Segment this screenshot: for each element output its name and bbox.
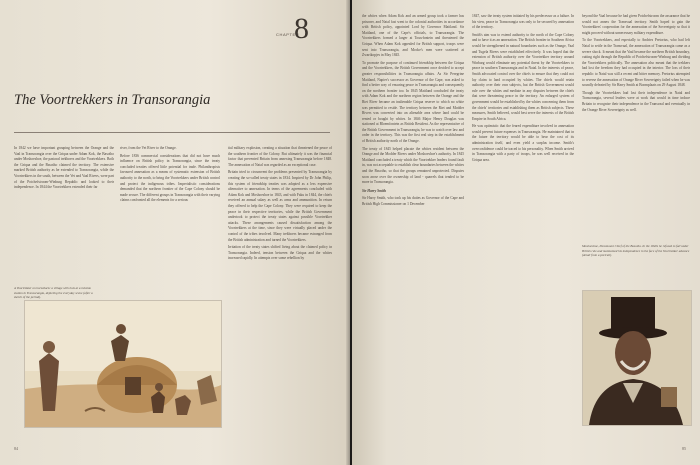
right-column-1 bbox=[362, 14, 464, 444]
voortrekker-village-illustration bbox=[24, 300, 222, 428]
body-paragraph: tial military explosion, creating a situation that threatened the peace of the southern frontier of the Colony. But ultimately it was the financial factor that prevented Britain from annexing Transorangia before 1848. The annexation of Natal was regarded as an exceptional case. bbox=[228, 146, 332, 167]
chapter-title: The Voortrekkers in Transorangia bbox=[14, 92, 211, 108]
body-paragraph: Sir Harry Smith, who took up his duties as Governor of the Cape and British High Commissioner on 1 December bbox=[362, 196, 464, 206]
moshoeshoe-portrait bbox=[582, 290, 692, 426]
portrait-caption: Moshoeshoe, Paramount Chief of the Basotho. In the 1840s he refused to fall under British rule and maintained his independence in the face of the Voortrekker advance (detail from a portrait). bbox=[582, 244, 690, 258]
right-page bbox=[352, 0, 700, 465]
chapter-number: 8 bbox=[294, 12, 309, 45]
chapter-label: CHAPTER bbox=[276, 32, 300, 37]
body-paragraph: To promote the purpose of continued friendship between the Griqua and the Voortrekkers, the British Government once decided to accept greater responsibilities in Transorangia affairs. As Sir Peregrine Maitland, Napier's successor as Governor of the Cape, was asked to find a better way of ensuring peace in Transorangia and consequently on the northern frontier too. In 1845 Maitland concluded the treaty with Adam Kok and the northern region between the Orange and the Riet River became an inalienable Griqua reserve to which no white was permitted to reside. The territory between the Riet and Modder Rivers was converted into an alienable area where land could be rented or bought by whites. In 1846 Major Henry Douglas was stationed at Bloemfontein as British Resident. As the representative of the British Government in Transorangia, he was to watch over law and order in the territory. This was the first real step in the establishment of British authority north of the Orange. bbox=[362, 60, 464, 144]
body-paragraph: Smith's aim was to extend authority to the north of the Cape Colony and to have it as an annexation. The British frontier in Southern Africa would be strengthened in natural boundaries such as the Orange, Vaal and Tugela Rivers were established effectively. It was hoped that the extension of British authority over the Voortrekker territory around Winburg would eliminate any potential threat by the Voortrekkers to peace in southern Transorangia and in Natal. In the interests of peace, Smith advocated control over the chiefs to ensure that they could not lay claim to land occupied by whites. The chiefs would retain authority over their own subjects, but the British Government would rule over the whites and mediate in any disputes between the chiefs that were threatening peace in the territory. An enlarged system of government would be established by the whites concerning them from the chiefs' territories and establishing them as British subjects. These measures, Smith believed, would best serve the interests of the British Empire in South Africa. bbox=[472, 32, 574, 121]
body-paragraph: Before 1836 commercial considerations that did not have much influence on British policy in Transorangia, since the treaty concluded treaties offered little potential for trade. Philanthropists favoured annexation as a means of systematic extension of British authority to the north, to bring the Voortrekkers under British control and protect the indigenous tribes. Imperialistic considerations demanded that the northern frontier of the Cape Colony should be made secure. The different groups in Transorangia with their varying claims confronted all the elements for a serious bbox=[120, 153, 220, 203]
illustration-caption: A Voortrekker on horseback: a village with huts at a mission station in Transorangia, depicting the everyday scene (after a sketch of the period). bbox=[14, 286, 93, 300]
body-paragraph: In 1842 we have important grouping between the Orange and the Vaal in Transorangia over the Griqua under Adam Kok, the Basotho under Moshoeshoe, the pastoral trekboers and the Voortrekkers. Both the Griqua and the Basotho claimed the territory. The extensive marked British authority as he extended to Transorangia, while the Voortrekkers in the south, between the Vet and Vaal Rivers, were part of the Potchefstroom-Winburg Republic and looked to their independence. In 1844 the Voortrekkers extended their far bbox=[14, 146, 114, 190]
left-column-2 bbox=[120, 146, 220, 284]
section-heading: Sir Harry Smith bbox=[362, 188, 386, 193]
title-divider bbox=[14, 132, 330, 133]
body-paragraph: He was optimistic that the feared expenditure involved in annexation would prevent future expenses in Transorangia. He maintained that in the future the territory would be able to bear the cost of its administration itself, and even yield a surplus income. Smith's overconfidence could be traced to his personality. When Smith arrived in Transorangia with a party of troops, he was well received in the Griqua area. bbox=[472, 124, 574, 162]
body-paragraph: the whites when Adam Kok and an armed group took a farmer has prisoner, and Natal fast went to the colonial authorities in accordance with British policy, appointed Lord by Governor Maitland. Sir Maitland, one of the Cape's officials, to Transorangia. The Voortrekkers formed a larger at Touwfontein and threatened the Griqua. When Adam Kok appealed for British support, troops were sent into Transorangia, and Mocke's men were scattered at Zwartkopjes in May 1845. bbox=[362, 14, 464, 58]
right-column-2 bbox=[472, 14, 574, 444]
body-paragraph: To the Voortrekkers, and especially to Andries Pretorius, who had left Natal to settle in the Transvaal, the annexation of Transorangia came as a severe shock. It meant that the Vaal became the northern British boundary, cutting right through the Republic of Potchefstroom-Winburg and dividing the Voortrekkers politically. The annexation also meant that the trekkers had lost the freedom they had occupied in the interior. The loss of their republic to Natal was still a recent and bitter memory. Pretorius attempted to reverse the annexation of Orange River Sovereignty failed when he was soundly defeated by Sir Harry Smith at Boomplaats on 29 August 1848. bbox=[582, 38, 690, 88]
right-column-3 bbox=[582, 14, 690, 242]
body-paragraph: The treaty of 1845 helped placate the whites resident between the Orange and the Modder Rivers under Moshoeshoe's authority. In 1845 Maitland concluded a treaty which the Voortrekker leaders found fault in, was not acceptable to establish clear boundaries between the whites and the Basotho, so that the groups remained unprotected. Disputes soon arose over the ownership of land - quarrels that tended to be more in Transorangia. bbox=[362, 146, 464, 185]
body-paragraph: Though the Voortrekkers had lost their independence in Natal and Transorangia, several leaders were at work that would in time induce Britain to recognise their independence in the Transvaal and eventually in the Orange River Sovereignty as well. bbox=[582, 90, 690, 112]
left-column-3 bbox=[228, 146, 332, 436]
page-number-left: 84 bbox=[14, 446, 18, 451]
body-paragraph: river, from the Vet River to the Orange. bbox=[120, 146, 177, 150]
body-paragraph: Britain tried to circumvent the problems presented by Transorangia by creating the so-called treaty states in 1834. Inspired by Dr John Philip, this system of friendship treaties was adopted as a less expensive alternative to annexation. In terms of the agreements concluded with Adam Kok and Moshoeshoe in 1843, and with Faku in 1844, the chiefs received an annual salary as well as arms and ammunition. In return they offered to help the Cape Colony. They were required to keep the peace in their respective territories, while the British Government undertook to protect the treaty states against possible Voortrekker attacks. These arrangements caused dissatisfaction among the Voortrekkers at the time, since they were virtually placed under the control of the tribes involved. Many trekboers became estranged from the British administration and turned the Voortrekkers. bbox=[228, 170, 332, 242]
left-column-1 bbox=[14, 146, 114, 284]
body-paragraph: Irritation of the treaty states shifted living about the claimed policy in Transorangia. Indeed, tension between the Griqua and the whites increased rapidly. In attempts over some rebellion by bbox=[228, 245, 332, 261]
page-number-right: 85 bbox=[682, 446, 686, 451]
body-paragraph: 1847, saw the treaty system initiated by his predecessor as a failure. In his view, peace in Transorangia was only to be secured by annexation of the territory. bbox=[472, 14, 574, 30]
body-paragraph: beyond the Vaal because he had given Potchefstroom the assurance that he would not annex the Transvaal territory. Smith hoped to gain the Voortrekkers' cooperation for the annexation of the Sovereignty so that it might proceed without unnecessary military expenditure. bbox=[582, 14, 690, 35]
